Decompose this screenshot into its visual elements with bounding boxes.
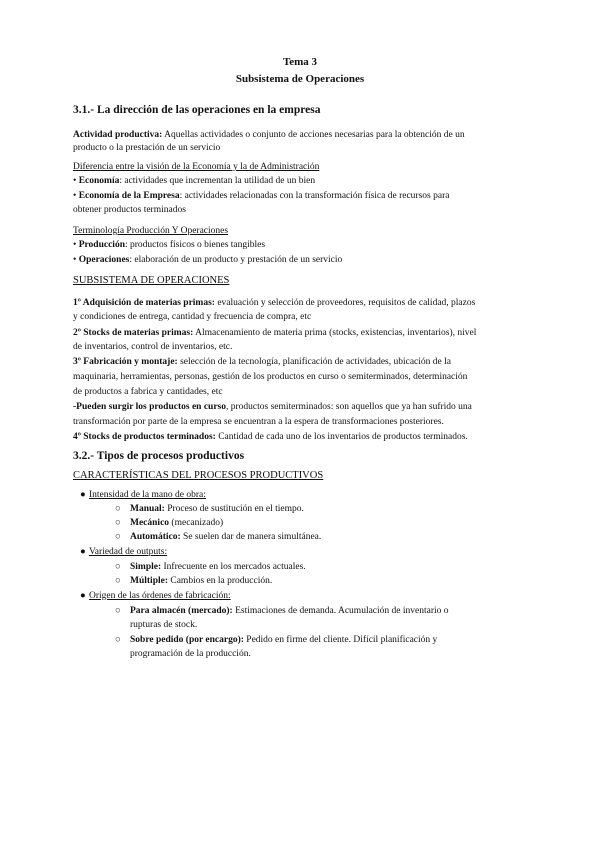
- list-item-intensidad: ● Intensidad de la mano de obra:: [80, 490, 206, 500]
- list-item-variedad: ● Variedad de outputs:: [80, 547, 168, 557]
- paragraph-step-3-cont2: de productos a fabrica y cantidades, etc: [73, 387, 223, 397]
- sublist-item-almacen: ○ Para almacén (mercado): Estimaciones de demanda. Acumulación de inventario o: [115, 606, 449, 616]
- paragraph-actividad-cont: producto o la prestación de un servicio: [73, 143, 221, 153]
- sublist-item-simple: ○ Simple: Infrecuente en los mercados actuales.: [115, 562, 306, 572]
- paragraph-productos-curso-cont: transformación por parte de la empresa se encuentran a la espera de transformaciones posteriores.: [73, 417, 444, 427]
- list-item-empresa-cont: obtener productos terminados: [73, 205, 186, 215]
- subheading-caracteristicas: CARACTERÍSTICAS DEL PROCESOS PRODUCTIVOS: [73, 470, 324, 481]
- sublist-item-manual: ○ Manual: Proceso de sustitución en el tiempo.: [115, 504, 304, 514]
- subheading-diferencia: Diferencia entre la visión de la Economía y la de Administración: [73, 162, 320, 172]
- list-item-produccion: • Producción: productos físicos o bienes tangibles: [73, 240, 266, 250]
- paragraph-step-4: 4º Stocks de productos terminados: Cantidad de cada uno de los inventarios de productos terminados.: [73, 432, 468, 442]
- doc-title: Tema 3: [282, 56, 318, 68]
- paragraph-productos-curso: -Pueden surgir los productos en curso, productos semiterminados: son aquellos que ya han sufrido una: [73, 402, 472, 412]
- section-3-1-heading: 3.1.- La dirección de las operaciones en la empresa: [73, 104, 321, 116]
- paragraph-step-1: 1º Adquisición de materias primas: evaluación y selección de proveedores, requisitos de calidad, plazos: [73, 298, 476, 308]
- paragraph-step-3: 3º Fabricación y montaje: selección de la tecnología, planificación de actividades, ubicación de la: [73, 357, 451, 367]
- paragraph-step-2-cont: de inventarios, control de inventarios, etc.: [73, 342, 233, 352]
- list-item-origen: ● Origen de las órdenes de fabricación:: [80, 591, 231, 601]
- list-item-economia: • Economía: actividades que incrementan la utilidad de un bien: [73, 176, 316, 186]
- subheading-subsistema: SUBSISTEMA DE OPERACIONES: [73, 275, 230, 286]
- list-item-empresa: • Economía de la Empresa: actividades relacionadas con la transformación física de recursos para: [73, 191, 450, 201]
- list-item-operaciones: • Operaciones: elaboración de un producto y prestación de un servicio: [73, 255, 343, 265]
- sublist-item-automatico: ○ Automático: Se suelen dar de manera simultánea.: [115, 532, 322, 542]
- sublist-item-multiple: ○ Múltiple: Cambios en la producción.: [115, 576, 273, 586]
- paragraph-step-2: 2º Stocks de materias primas: Almacenamiento de materia prima (stocks, existencias, inventarios), nivel: [73, 328, 477, 338]
- sublist-item-pedido-cont: programación de la producción.: [130, 649, 251, 659]
- paragraph-actividad: Actividad productiva: Aquellas actividades o conjunto de acciones necesarias para la obtención de un: [73, 130, 465, 140]
- sublist-item-almacen-cont: rupturas de stock.: [130, 620, 198, 630]
- sublist-item-pedido: ○ Sobre pedido (por encargo): Pedido en firme del cliente. Difícil planificación y: [115, 635, 438, 645]
- paragraph-step-3-cont: maquinaria, herramientas, personas, gestión de los productos en curso o semiterminados, determinación: [73, 372, 468, 382]
- subheading-terminologia: Terminología Producción Y Operaciones: [73, 226, 229, 236]
- sublist-item-mecanico: ○ Mecánico (mecanizado): [115, 518, 224, 528]
- doc-subtitle: Subsistema de Operaciones: [235, 73, 365, 85]
- section-3-2-heading: 3.2.- Tipos de procesos productivos: [73, 450, 245, 462]
- paragraph-step-1-cont: y condiciones de entrega, cantidad y frecuencia de compra, etc: [73, 312, 312, 322]
